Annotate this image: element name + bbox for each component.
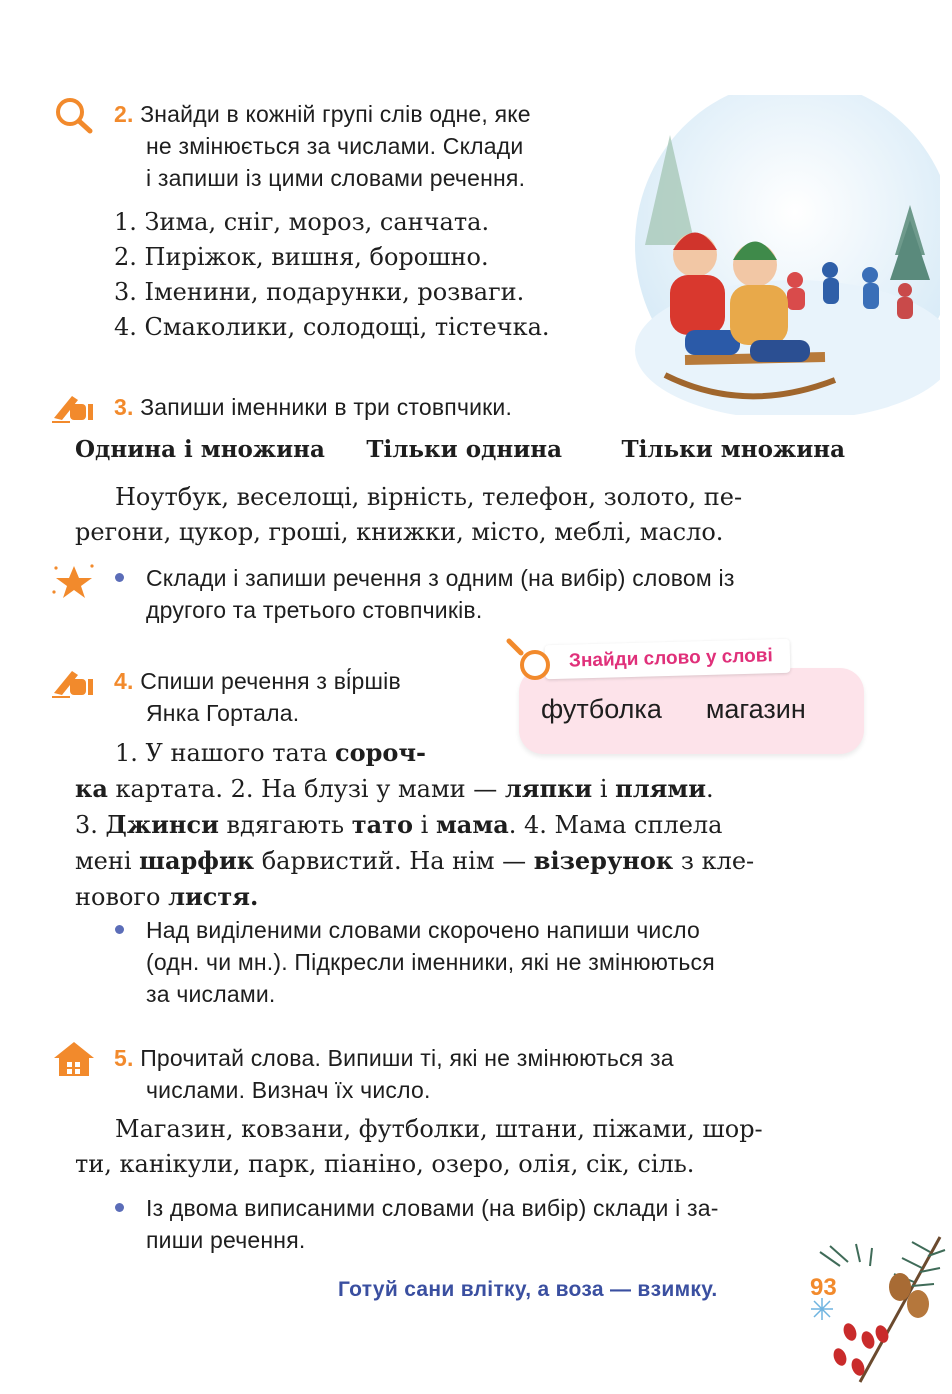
pine-branch-decoration [800, 1232, 950, 1392]
task2-line3: і запиши із цими словами речення. [146, 165, 526, 191]
bullet-line: (одн. чи мн.). Підкресли іменники, які не змінюються [146, 949, 715, 975]
bullet-line: другого та третього стовпчиків. [146, 597, 483, 623]
task4-header [114, 665, 474, 729]
magnifier-icon [503, 637, 553, 683]
highlight-word: Джинси [105, 810, 219, 839]
proverb: Готуй сани влітку, а воза — взимку. [338, 1278, 718, 1301]
writing-hand-icon [50, 388, 98, 424]
poem-text: і [413, 811, 436, 839]
task3-words [75, 480, 845, 550]
list-item: 3. Іменини, подарунки, розваги. [114, 278, 525, 306]
column-heading: Тільки множина [621, 436, 845, 463]
list-item: 2. Пиріжок, вишня, борошно. [114, 243, 489, 271]
poem-line [75, 771, 845, 807]
poem-text: вдягають [218, 811, 352, 839]
poem-text: і [592, 775, 616, 803]
task4-poem [75, 735, 845, 915]
poem-text: картата. 2. На блузі у мами — [107, 775, 505, 803]
task2-list [114, 205, 624, 345]
task3-columns [75, 436, 845, 463]
task2-line2: не змінюється за числами. Склади [146, 133, 524, 159]
word-box-title-tag [545, 639, 791, 679]
highlight-word: візерунок [533, 846, 674, 875]
column-heading: Однина і множина [75, 436, 325, 463]
task3-text: Запиши іменники в три стовпчики. [140, 394, 513, 420]
task5-line2: числами. Визнач їх число. [146, 1077, 431, 1103]
task4-line2: Янка Гортала. [146, 700, 300, 726]
poem-line [75, 879, 845, 915]
poem-text: з кле- [673, 847, 755, 875]
bullet [115, 573, 124, 582]
highlight-word: ка [75, 774, 108, 803]
poem-text: барвистий. На нім — [254, 847, 534, 875]
poem-line [75, 735, 845, 771]
winter-sledding-illustration [625, 95, 940, 415]
highlight-word: тато [351, 810, 414, 839]
bullet-line: Склади і запиши речення з одним (на вибір) словом із [146, 565, 735, 591]
column-heading: Тільки однина [366, 436, 563, 463]
word-box-word: магазин [705, 694, 806, 724]
task4-number: 4. [114, 668, 134, 694]
bullet-line: за числами. [146, 981, 276, 1007]
task3-bullet-text [146, 562, 846, 626]
bullet-line: пиши речення. [146, 1227, 306, 1253]
highlight-word: плями [615, 774, 707, 803]
highlight-word: ляпки [504, 774, 593, 803]
magnifier-icon [52, 95, 98, 137]
bullet-line: Над виділеними словами скорочено напиши число [146, 917, 701, 943]
highlight-word: шарфик [139, 846, 255, 875]
house-icon [52, 1040, 96, 1078]
task2-number: 2. [114, 101, 134, 127]
highlight-word: листя. [168, 882, 259, 911]
highlight-word: сороч- [335, 738, 426, 767]
poem-text: 1. У нашого тата [115, 739, 336, 767]
task3-header [114, 391, 634, 423]
list-item: 4. Смаколики, солодощі, тістечка. [114, 313, 550, 341]
task5-header [114, 1042, 844, 1106]
poem-text: мені [75, 847, 140, 875]
bullet [115, 1203, 124, 1212]
word-box-word: футболка [541, 694, 662, 724]
words-line: регони, цукор, гроші, книжки, місто, меблі, масло. [75, 518, 724, 546]
task2-line1: Знайди в кожній групі слів одне, яке [140, 101, 531, 127]
poem-text: 3. [75, 811, 106, 839]
poem-text: . 4. Мама сплела [508, 811, 723, 839]
task5-line1: Прочитай слова. Випиши ті, які не змінюються за [140, 1045, 674, 1071]
poem-line [75, 807, 845, 843]
word-box-title: Знайди слово у слові [568, 645, 773, 672]
bullet [115, 925, 124, 934]
task5-number: 5. [114, 1045, 134, 1071]
task4-line1: Спиши речення з ві́ршів [140, 668, 401, 694]
highlight-word: мама [435, 810, 509, 839]
task3-number: 3. [114, 394, 134, 420]
bullet-line: Із двома виписаними словами (на вибір) склади і за- [146, 1195, 719, 1221]
words-line: Ноутбук, веселощі, вірність, телефон, золото, пе- [115, 483, 743, 511]
task2-header [114, 98, 614, 194]
task5-words [75, 1112, 845, 1182]
writing-hand-icon [50, 663, 98, 699]
task5-bullet-text [146, 1192, 846, 1256]
poem-line [75, 843, 845, 879]
poem-text: нового [75, 883, 169, 911]
star-icon [52, 562, 96, 602]
words-line: ти, канікули, парк, піаніно, озеро, олія, сік, сіль. [75, 1150, 695, 1178]
task4-bullet-text [146, 914, 846, 1010]
words-line: Магазин, ковзани, футболки, штани, піжами, шор- [115, 1115, 763, 1143]
poem-text: . [706, 775, 714, 803]
list-item: 1. Зима, сніг, мороз, санчата. [114, 208, 490, 236]
page-number: 93 [810, 1274, 837, 1301]
